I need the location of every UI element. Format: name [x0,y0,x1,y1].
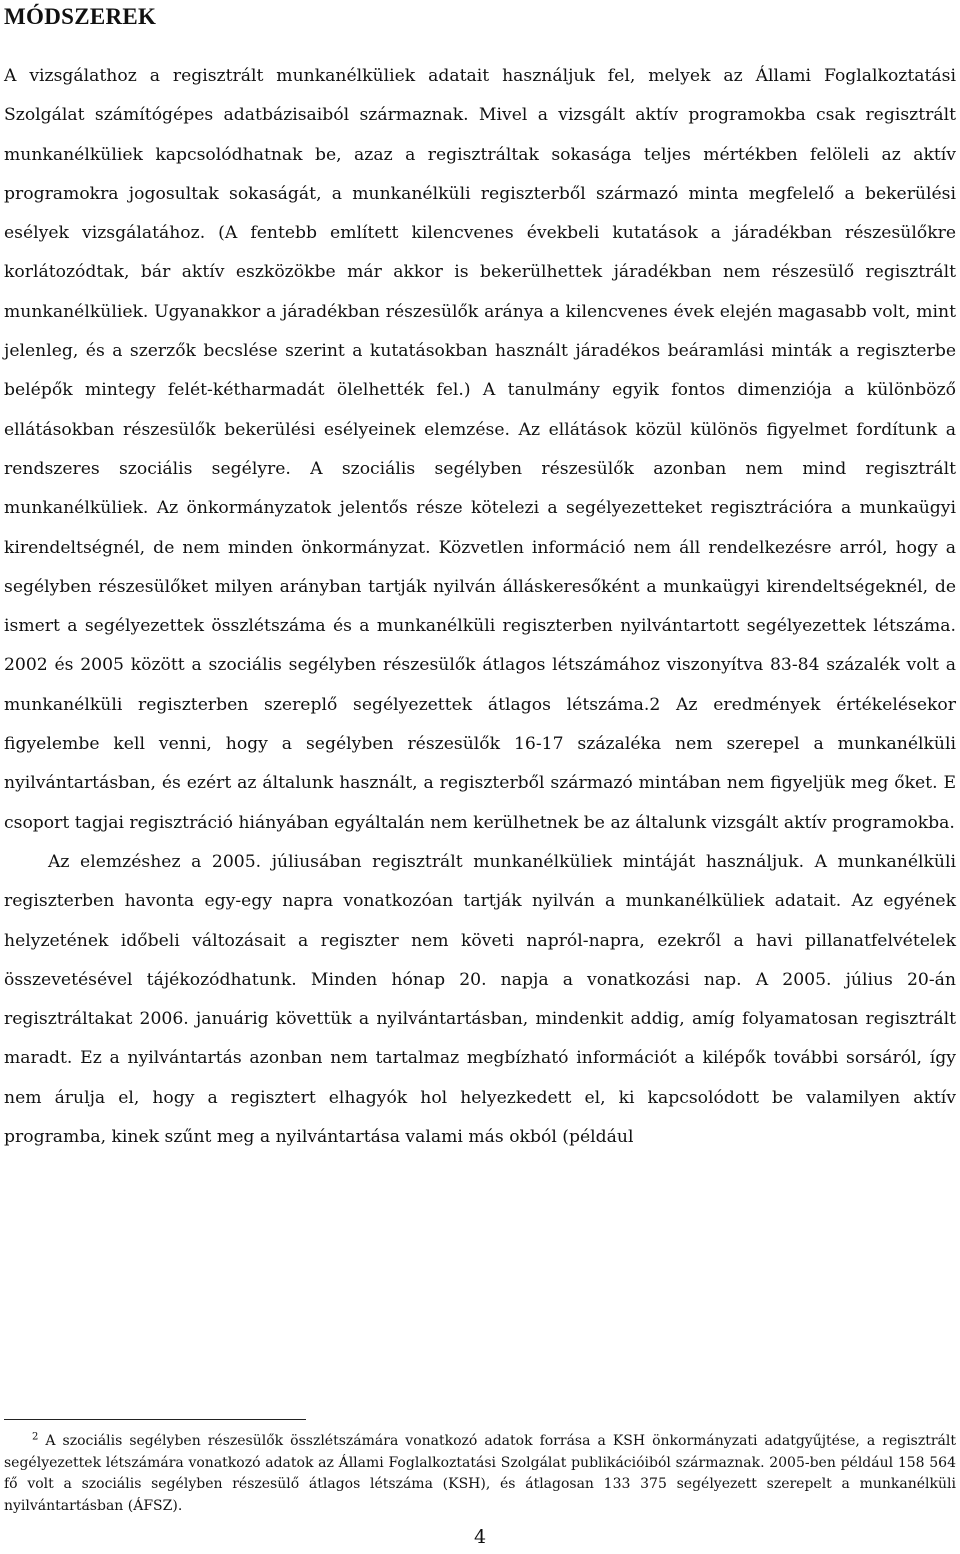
page-number: 4 [473,1526,487,1548]
section-heading: MÓDSZEREK [4,4,157,29]
paragraph-methods-intro: A vizsgálathoz a regisztrált munkanélküliek adatait használjuk fel, melyek az Állami Foglalkoztatási Szolgálat számítógépes adatbázisaiból származnak. Mivel a vizsgált aktív programokba csak regisztrált munkanélküliek kapcsolódhatnak be, azaz a regisztráltak sokasága teljes mértékben felöleli az aktív programokra jogosultak sokaságát, a munkanélküli regiszterből származó minta megfelelő a bekerülési esélyek vizsgálatához. (A fentebb említett kilencvenes évekbeli kutatások a járadékban részesülőkre korlátozódtak, bár aktív eszközökbe már akkor is bekerülhettek járadékban nem részesülő regisztrált munkanélküliek. Ugyanakkor a járadékban részesülők aránya a kilencvenes évek elején magasabb volt, mint jelenleg, és a szerzők becslése szerint a kutatásokban használt járadékos beáramlási minták a regiszterbe belépők mintegy felét-kétharmadát ölelhették fel.) A tanulmány egyik fontos dimenziója a különböző ellátásokban részesülők bekerülési esélyeinek elemzése. Az ellátások közül különös figyelmet fordítunk a rendszeres szociális segélyre. A szociális segélyben részesülők azonban nem mind regisztrált munkanélküliek. Az önkormányzatok jelentős része kötelezi a segélyezetteket regisztrációra a munkaügyi kirendeltségnél, de nem minden önkormányzat. Közvetlen információ nem áll rendelkezésre arról, hogy a segélyben részesülőket milyen arányban tartják nyilván álláskeresőként a munkaügyi kirendeltségeknél, de ismert a segélyezettek összlétszáma és a munkanélküli regiszterben nyilvántartott segélyezettek létszáma. 2002 és 2005 között a szociális segélyben részesülők átlagos létszámához viszonyítva 83-84 százalék volt a munkanélküli regiszterben szereplő segélyezettek átlagos létszáma.2 Az eredmények értékelésekor figyelembe kell venni, hogy a segélyben részesülők 16-17 százaléka nem szerepel a munkanélküli nyilvántartásban, és ezért az általunk használt, a regiszterből származó mintában nem figyeljük meg őket. E csoport tagjai regisztráció hiányában egyáltalán nem kerülhetnek be az általunk vizsgált aktív programokba. [4,66,956,833]
footnote-marker: 2 [32,1431,39,1443]
footnote-paragraph [4,1431,956,1517]
footnote [4,1431,956,1517]
body-text [4,57,956,1157]
paragraph-analysis-sample: Az elemzéshez a 2005. júliusában regisztrált munkanélküliek mintáját használjuk. A munkanélküli regiszterben havonta egy-egy napra vonatkozóan tartják nyilván a munkanélküliek adatait. Az egyének helyzetének időbeli változásait a regiszter nem követi napról-napra, ezekről a havi pillanatfelvételek összevetésével tájékozódhatunk. Minden hónap 20. napja a vonatkozási nap. A 2005. július 20-án regisztráltakat 2006. januárig követtük a nyilvántartásban, mindenkit addig, amíg folyamatosan regisztrált maradt. Ez a nyilvántartás azonban nem tartalmaz megbízható információt a kilépők további sorsáról, így nem árulja el, hogy a regisztert elhagyók hol helyezkedett el, ki kapcsolódott be valamilyen aktív programba, kinek szűnt meg a nyilvántartása valami más okból (például [4,851,956,1148]
footnote-text: A szociális segélyben részesülők összlétszámára vonatkozó adatok forrása a KSH önkormányzati adatgyűjtése, a regisztrált segélyezettek létszámára vonatkozó adatok az Állami Foglalkoztatási Szolgálat publikációiból származnak. 2005-ben például 158 564 fő volt a szociális segélyben részesülő átlagos létszáma (KSH), és átlagosan 133 375 segélyezett szerepelt a munkanélküli nyilvántartásban (ÁFSZ). [4,1433,957,1514]
footnote-separator [4,1419,306,1420]
